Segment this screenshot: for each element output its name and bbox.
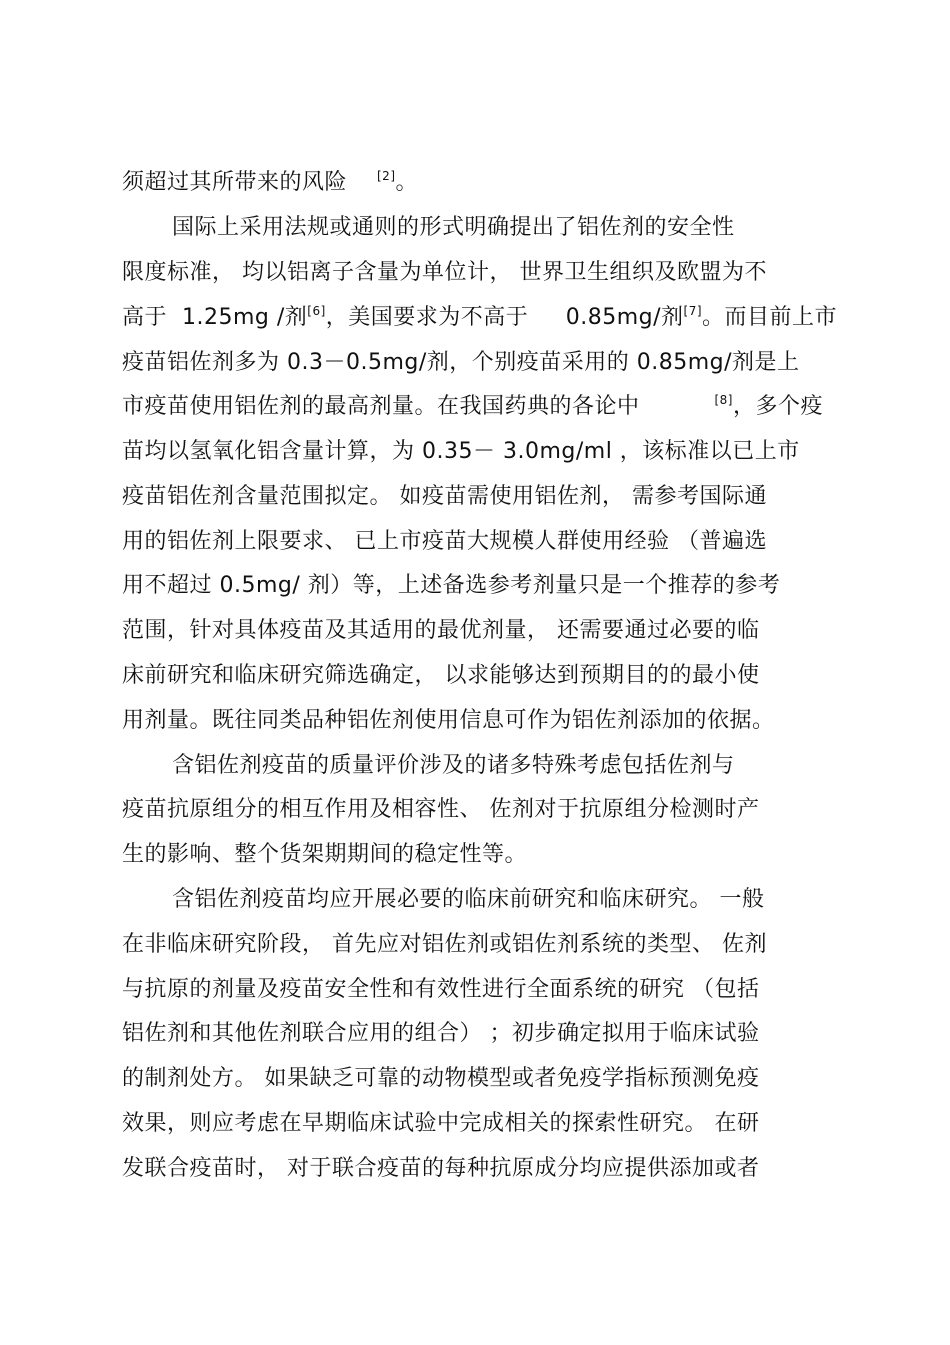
text-line: 用的铝佐剂上限要求、 已上市疫苗大规模人群使用经验 （普遍选	[122, 529, 767, 554]
text-line: 范围，针对具体疫苗及其适用的最优剂量， 还需要通过必要的临	[122, 618, 760, 643]
text-line: 苗均以氢氧化铝含量计算，为 0.35－ 3.0mg/ml ，该标准以已上市	[122, 439, 800, 464]
text-line: 疫苗铝佐剂多为 0.3－0.5mg/剂，个别疫苗采用的 0.85mg/剂是上	[122, 350, 800, 375]
text-line: 的制剂处方。 如果缺乏可靠的动物模型或者免疫学指标预测免疫	[122, 1066, 760, 1091]
text-line: 疫苗铝佐剂含量范围拟定。 如疫苗需使用铝佐剂， 需参考国际通	[122, 484, 767, 509]
citation: [8]	[714, 393, 733, 407]
text-line: 须超过其所带来的风险 [2]。	[122, 169, 419, 195]
text-line: 效果，则应考虑在早期临床试验中完成相关的探索性研究。 在研	[122, 1111, 760, 1136]
text-line: 含铝佐剂疫苗均应开展必要的临床前研究和临床研究。 一般	[172, 887, 765, 912]
text-line: 国际上采用法规或通则的形式明确提出了铝佐剂的安全性	[172, 215, 735, 240]
text-line: 用不超过 0.5mg/ 剂）等，上述备选参考剂量只是一个推荐的参考	[122, 573, 781, 598]
text-line: 限度标准， 均以铝离子含量为单位计， 世界卫生组织及欧盟为不	[122, 260, 767, 285]
citation: [6]	[307, 304, 326, 318]
text-line: 与抗原的剂量及疫苗安全性和有效性进行全面系统的研究 （包括	[122, 977, 760, 1002]
text-line: 在非临床研究阶段， 首先应对铝佐剂或铝佐剂系统的类型、 佐剂	[122, 932, 767, 957]
text-line: 生的影响、整个货架期期间的稳定性等。	[122, 842, 528, 867]
text-line: 发联合疫苗时， 对于联合疫苗的每种抗原成分均应提供添加或者	[122, 1156, 760, 1181]
text-line: 含铝佐剂疫苗的质量评价涉及的诸多特殊考虑包括佐剂与	[172, 753, 735, 778]
text-line: 疫苗抗原组分的相互作用及相容性、 佐剂对于抗原组分检测时产	[122, 797, 760, 822]
citation: [7]	[683, 304, 703, 318]
text-line: 床前研究和临床研究筛选确定， 以求能够达到预期目的的最小使	[122, 663, 760, 688]
text-line: 用剂量。既往同类品种铝佐剂使用信息可作为铝佐剂添加的依据。	[122, 708, 775, 733]
text-line: 市疫苗使用铝佐剂的最高剂量。在我国药典的各论中 [8]，多个疫	[122, 393, 823, 419]
text-line: 铝佐剂和其他佐剂联合应用的组合） ；初步确定拟用于临床试验	[122, 1021, 760, 1046]
citation: [2]	[377, 169, 396, 183]
text-line: 高于 1.25mg /剂[6]，美国要求为不高于 0.85mg/剂[7]。而目前上市	[122, 304, 838, 330]
